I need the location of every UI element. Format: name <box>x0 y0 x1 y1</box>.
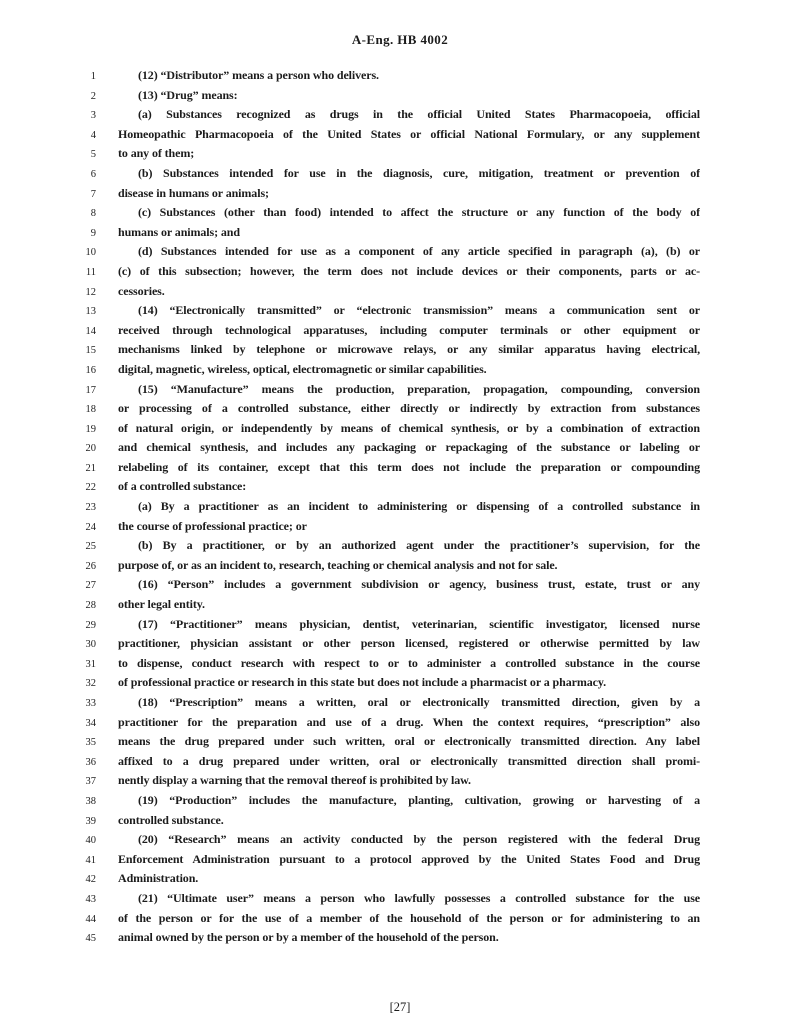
line-number: 13 <box>85 306 96 318</box>
line-text: and chemical synthesis, and includes any packaging or repackaging of the substance or labeling or <box>118 440 700 455</box>
text-line <box>0 536 800 556</box>
line-number: 4 <box>90 129 96 141</box>
text-line <box>0 771 800 791</box>
line-text: relabeling of its container, except that this term does not include the preparation or compounding <box>118 459 700 474</box>
line-number: 38 <box>85 795 96 807</box>
text-line <box>0 556 800 576</box>
text-line <box>0 791 800 811</box>
text-line <box>0 399 800 419</box>
line-text: nently display a warning that the removal thereof is prohibited by law. <box>118 773 471 788</box>
text-line <box>0 909 800 929</box>
text-line <box>0 66 800 86</box>
line-text: cessories. <box>118 283 165 298</box>
text-line <box>0 497 800 517</box>
line-text: other legal entity. <box>118 597 205 612</box>
line-text: controlled substance. <box>118 812 224 827</box>
text-line <box>0 144 800 164</box>
text-line <box>0 850 800 870</box>
line-text: of professional practice or research in this state but does not include a pharmacist or a pharmacy. <box>118 675 606 690</box>
text-line <box>0 889 800 909</box>
text-line <box>0 125 800 145</box>
line-number: 30 <box>85 639 96 651</box>
line-text: (c) of this subsection; however, the term does not include devices or their components, parts or ac- <box>118 263 700 278</box>
line-text: (d) Substances intended for use as a component of any article specified in paragraph (a), (b) or <box>138 244 700 259</box>
line-number: 22 <box>85 482 96 494</box>
line-text: the course of professional practice; or <box>118 518 307 533</box>
line-text: (14) “Electronically transmitted” or “electronic transmission” means a communication sent or <box>138 303 700 318</box>
line-text: Enforcement Administration pursuant to a protocol approved by the United States Food and Drug <box>118 851 700 866</box>
line-text: Homeopathic Pharmacopoeia of the United States or official National Formulary, or any supplement <box>118 126 700 141</box>
line-text: means the drug prepared under such written, oral or electronically transmitted direction. Any label <box>118 734 700 749</box>
line-text: (a) By a practitioner as an incident to administering or dispensing of a controlled substance in <box>138 499 700 514</box>
line-number: 26 <box>85 560 96 572</box>
text-line <box>0 380 800 400</box>
line-text: practitioner, physician assistant or other person licensed, registered or otherwise permitted by law <box>118 636 700 651</box>
line-number: 6 <box>90 168 96 180</box>
text-line <box>0 458 800 478</box>
document-title: A-Eng. HB 4002 <box>351 32 449 47</box>
text-line <box>0 713 800 733</box>
line-text: (b) By a practitioner, or by an authorized agent under the practitioner’s supervision, for the <box>138 538 700 553</box>
text-line <box>0 301 800 321</box>
text-line <box>0 575 800 595</box>
line-number: 21 <box>85 462 96 474</box>
document-header <box>0 32 800 48</box>
line-number: 40 <box>85 835 96 847</box>
line-number: 24 <box>85 521 96 533</box>
line-number: 45 <box>85 933 96 945</box>
line-text: animal owned by the person or by a member of the household of the person. <box>118 930 499 945</box>
line-number: 11 <box>85 266 96 278</box>
line-number: 17 <box>85 384 96 396</box>
line-number: 43 <box>85 893 96 905</box>
text-line <box>0 203 800 223</box>
text-line <box>0 477 800 497</box>
text-line <box>0 242 800 262</box>
line-text: (13) “Drug” means: <box>138 87 238 102</box>
text-line <box>0 360 800 380</box>
line-text: (b) Substances intended for use in the diagnosis, cure, mitigation, treatment or prevention of <box>138 165 700 180</box>
text-line <box>0 419 800 439</box>
line-text: (c) Substances (other than food) intended to affect the structure or any function of the body of <box>138 205 700 220</box>
line-text: (21) “Ultimate user” means a person who lawfully possesses a controlled substance for the use <box>138 890 700 905</box>
line-text: (12) “Distributor” means a person who delivers. <box>138 68 379 82</box>
line-number: 28 <box>85 600 96 612</box>
text-line <box>0 654 800 674</box>
text-line <box>0 340 800 360</box>
text-line <box>0 517 800 537</box>
document-body <box>0 66 800 948</box>
line-number: 33 <box>85 698 96 709</box>
line-text: Administration. <box>118 871 199 886</box>
line-text: humans or animals; and <box>118 224 240 239</box>
line-number: 15 <box>85 345 96 357</box>
text-line <box>0 615 800 635</box>
line-text: disease in humans or animals; <box>118 185 269 200</box>
line-number: 29 <box>85 619 96 631</box>
text-line <box>0 673 800 693</box>
line-text: purpose of, or as an incident to, research, teaching or chemical analysis and not for sale. <box>118 557 558 572</box>
line-text: (20) “Research” means an activity conducted by the person registered with the federal Drug <box>138 832 700 847</box>
text-line <box>0 732 800 752</box>
line-number: 1 <box>90 71 96 82</box>
document-footer <box>0 1000 800 1015</box>
line-number: 37 <box>85 776 96 788</box>
text-line <box>0 164 800 184</box>
line-number: 8 <box>90 208 96 220</box>
text-line <box>0 595 800 615</box>
page-number: [27] <box>389 1000 411 1014</box>
text-line <box>0 869 800 889</box>
line-number: 18 <box>85 404 96 416</box>
line-number: 32 <box>85 678 96 690</box>
line-number: 42 <box>85 874 96 886</box>
line-number: 3 <box>90 110 96 122</box>
line-number: 10 <box>85 247 96 259</box>
line-number: 44 <box>85 913 96 925</box>
line-number: 14 <box>85 325 96 337</box>
text-line <box>0 830 800 850</box>
line-text: (16) “Person” includes a government subdivision or agency, business trust, estate, trust or any <box>138 577 700 592</box>
line-text: or processing of a controlled substance, either directly or indirectly by extraction from substances <box>118 401 700 416</box>
line-number: 9 <box>90 227 96 239</box>
line-text: received through technological apparatuses, including computer terminals or other equipment or <box>118 322 700 337</box>
line-number: 12 <box>85 286 96 298</box>
line-number: 25 <box>85 541 96 553</box>
line-text: (15) “Manufacture” means the production, preparation, propagation, compounding, conversion <box>138 381 700 396</box>
text-line <box>0 693 800 713</box>
line-text: (18) “Prescription” means a written, oral or electronically transmitted direction, given by a <box>138 695 700 709</box>
line-text: digital, magnetic, wireless, optical, electromagnetic or similar capabilities. <box>118 361 487 376</box>
line-number: 7 <box>90 188 96 200</box>
line-number: 34 <box>85 717 96 729</box>
line-number: 36 <box>85 756 96 768</box>
text-line <box>0 438 800 458</box>
line-number: 23 <box>85 502 96 514</box>
line-text: of the person or for the use of a member of the household of the person or for administering to an <box>118 910 700 925</box>
line-number: 31 <box>85 658 96 670</box>
text-line <box>0 282 800 302</box>
text-line <box>0 105 800 125</box>
text-line <box>0 634 800 654</box>
line-text: to any of them; <box>118 146 195 161</box>
text-line <box>0 184 800 204</box>
line-text: of natural origin, or independently by means of chemical synthesis, or by a combination of extraction <box>118 420 700 435</box>
line-text: of a controlled substance: <box>118 479 247 494</box>
line-number: 41 <box>85 854 96 866</box>
line-text: (a) Substances recognized as drugs in the official United States Pharmacopoeia, official <box>138 107 700 122</box>
line-number: 2 <box>90 90 96 102</box>
text-line <box>0 811 800 831</box>
line-number: 19 <box>85 423 96 435</box>
text-line <box>0 223 800 243</box>
text-line <box>0 752 800 772</box>
line-number: 16 <box>85 364 96 376</box>
text-line <box>0 262 800 282</box>
line-number: 20 <box>85 443 96 455</box>
line-text: to dispense, conduct research with respect to or to administer a controlled substance in the course <box>118 655 700 670</box>
line-number: 5 <box>90 149 96 161</box>
line-text: (19) “Production” includes the manufacture, planting, cultivation, growing or harvesting of a <box>138 792 700 807</box>
line-text: affixed to a drug prepared under written, oral or electronically transmitted direction shall promi- <box>118 753 700 768</box>
text-line <box>0 928 800 948</box>
text-line <box>0 86 800 106</box>
text-line <box>0 321 800 341</box>
line-number: 39 <box>85 815 96 827</box>
line-number: 35 <box>85 737 96 749</box>
line-text: (17) “Practitioner” means physician, dentist, veterinarian, scientific investigator, licensed nurse <box>138 616 700 631</box>
line-text: practitioner for the preparation and use of a drug. When the context requires, “prescription” also <box>118 714 700 729</box>
line-number: 27 <box>85 580 96 592</box>
line-text: mechanisms linked by telephone or microwave relays, or any similar apparatus having electrical, <box>118 342 700 357</box>
